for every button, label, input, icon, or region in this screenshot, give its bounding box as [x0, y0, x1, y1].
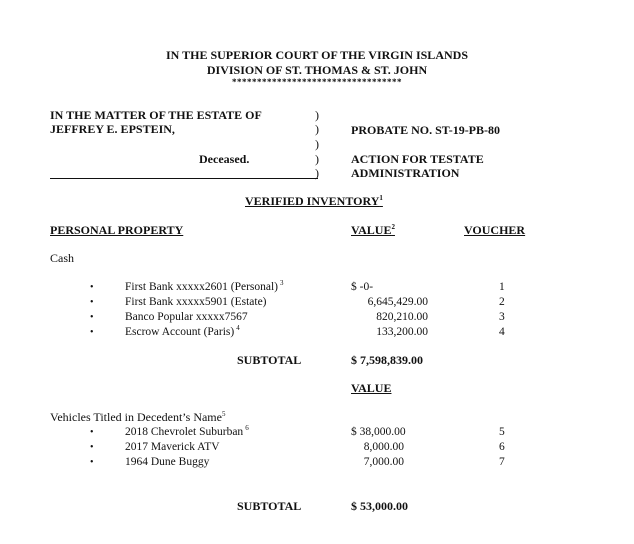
item-name: First Bank xxxxx2601 (Personal) $^3$ [125, 279, 284, 293]
cash-subtotal-value: $ 7,598,839.00 [351, 353, 423, 367]
caption-paren: ) [315, 166, 319, 180]
item-value: 7,000.00 [363, 456, 404, 468]
bullet-icon: • [90, 457, 94, 468]
cash-heading: Cash [50, 251, 74, 265]
item-voucher: 6 [499, 441, 505, 453]
vehicles-heading: Vehicles Titled in Decedent’s Name$^5$ [50, 410, 226, 424]
caption-paren: ) [315, 152, 319, 166]
caption-paren: ) [315, 137, 319, 151]
item-value: 820,210.00 [376, 311, 428, 323]
bullet-icon: • [90, 282, 94, 293]
bullet-icon: • [90, 427, 94, 438]
caption-rule [50, 178, 318, 179]
item-value: 8,000.00 [363, 441, 404, 453]
value-column-heading: VALUE$^2$ [351, 223, 395, 237]
cash-subtotal-label: SUBTOTAL [237, 353, 302, 367]
star-divider: ********************************** [232, 77, 402, 87]
bullet-icon: • [90, 327, 94, 338]
inventory-title: VERIFIED INVENTORY$^1$ [245, 194, 383, 208]
caption-paren: ) [315, 122, 319, 136]
item-name: 1964 Dune Buggy [125, 456, 210, 468]
item-voucher: 3 [499, 311, 505, 323]
court-title: IN THE SUPERIOR COURT OF THE VIRGIN ISLANDS [166, 48, 468, 62]
caption-paren: ) [315, 108, 319, 122]
item-name: 2018 Chevrolet Suburban $^6$ [125, 424, 249, 438]
item-name: Banco Popular xxxxx7567 [125, 311, 248, 323]
personal-property-heading: PERSONAL PROPERTY [50, 223, 184, 237]
voucher-column-heading: VOUCHER [464, 223, 526, 237]
division-title: DIVISION OF ST. THOMAS & ST. JOHN [206, 63, 428, 77]
item-name: Escrow Account (Paris) $^4$ [125, 324, 240, 338]
item-name: First Bank xxxxx5901 (Estate) [125, 296, 267, 308]
item-value: $ 38,000.00 [351, 426, 406, 438]
bullet-icon: • [90, 297, 94, 308]
item-voucher: 4 [499, 326, 505, 338]
item-voucher: 2 [499, 296, 505, 308]
probate-number: PROBATE NO. ST-19-PB-80 [351, 123, 501, 137]
deceased-label: Deceased. [199, 152, 250, 166]
vehicles-value-heading: VALUE [351, 381, 392, 395]
action-line-2: ADMINISTRATION [351, 166, 460, 180]
item-voucher: 5 [499, 426, 505, 438]
item-name: 2017 Maverick ATV [125, 441, 220, 453]
vehicles-subtotal-value: $ 53,000.00 [351, 499, 408, 513]
item-value: $ -0- [351, 281, 374, 293]
item-value: 133,200.00 [376, 326, 428, 338]
vehicles-subtotal-label: SUBTOTAL [237, 499, 302, 513]
item-voucher: 7 [499, 456, 505, 468]
bullet-icon: • [90, 442, 94, 453]
item-voucher: 1 [499, 281, 505, 293]
matter-line-1: IN THE MATTER OF THE ESTATE OF [50, 108, 262, 122]
matter-line-2: JEFFREY E. EPSTEIN, [50, 122, 175, 136]
item-value: 6,645,429.00 [367, 296, 428, 308]
bullet-icon: • [90, 312, 94, 323]
action-line-1: ACTION FOR TESTATE [351, 152, 484, 166]
